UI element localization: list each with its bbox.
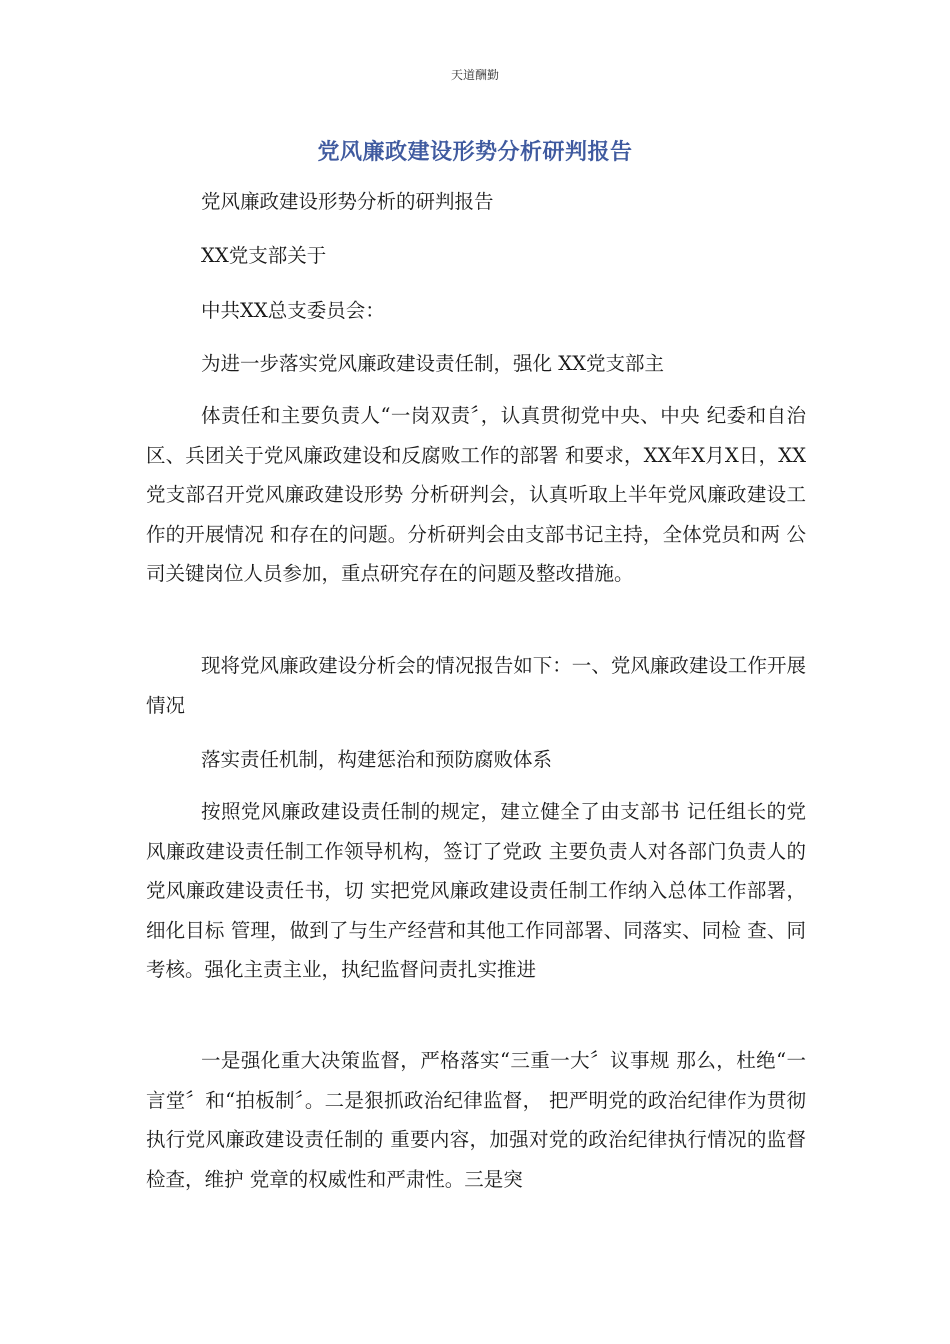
- paragraph: 一是强化重大决策监督，严格落实“三重一大〞议事规 那么，杜绝“一言堂〞和“拍板制〞。二是狠抓政治纪律监督， 把严明党的政治纪律作为贯彻执行党风廉政建设责任制的 重要内容，加强对党的政治纪律执行情况的监督检查，维护 党章的权威性和严肃性。三是突: [146, 1049, 806, 1191]
- paragraph: 为进一步落实党风廉政建设责任制，强化 XX党支部主: [201, 352, 664, 375]
- paragraph: 中共XX总支委员会：: [201, 299, 385, 322]
- paragraph-section-heading: [146, 740, 806, 780]
- paragraph: 落实责任机制，构建惩治和预防腐败体系: [201, 748, 553, 771]
- paragraph-responsibility: [146, 792, 806, 990]
- page-header: 天道酬勤: [450, 68, 499, 82]
- paragraph: 体责任和主要负责人“一岗双责〞，认真贯彻党中央、中央 纪委和自治区、兵团关于党风廉政建设和反腐败工作的部署 和要求，XX年X月X日，XX党支部召开党风廉政建设形势 分析研判会，认真听取上半年党风廉政建设工作的开展情况 和存在的问题。分析研判会由支部书记主持，全体党员和两 公司关键岗位人员参加，重点研究存在的问题及整改措施。: [146, 404, 806, 585]
- paragraph-branch: [146, 236, 806, 276]
- paragraph-supervision: [146, 1041, 806, 1199]
- paragraph-intro: [146, 344, 806, 384]
- document-title: 党风廉政建设形势分析研判报告: [317, 140, 633, 165]
- paragraph-report: [146, 646, 806, 725]
- paragraph-subtitle: [146, 182, 806, 222]
- paragraph-addressee: [146, 291, 806, 331]
- paragraph: 党风廉政建设形势分析的研判报告: [201, 190, 494, 213]
- paragraph-meeting: [146, 396, 806, 594]
- paragraph: 按照党风廉政建设责任制的规定，建立健全了由支部书 记任组长的党风廉政建设责任制工作领导机构，签订了党政 主要负责人对各部门负责人的党风廉政建设责任书，切 实把党风廉政建设责任制工作纳入总体工作部署，细化目标 管理，做到了与生产经营和其他工作同部署、同落实、同检 查、同考核。强化主责主业，执纪监督问责扎实推进: [146, 800, 806, 981]
- paragraph: 现将党风廉政建设分析会的情况报告如下：一、党风廉政建设工作开展情况: [146, 654, 806, 717]
- paragraph: XX党支部关于: [201, 244, 327, 267]
